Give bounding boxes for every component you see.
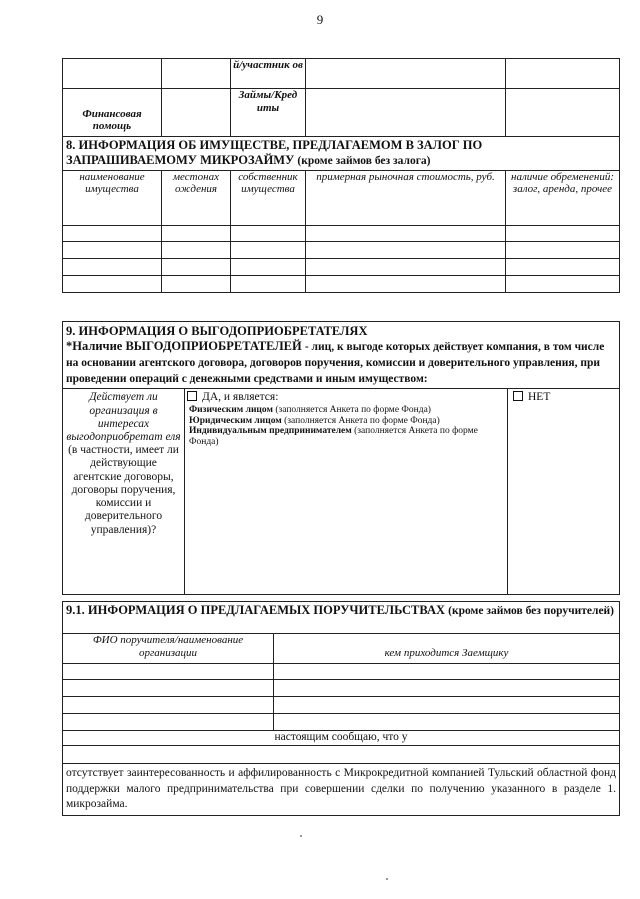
yes-label: ДА, и является:: [202, 391, 279, 404]
section-9-header: [63, 322, 620, 389]
cell: [306, 59, 506, 89]
table-row: [63, 714, 620, 731]
col-header-name: наименование имущества: [63, 170, 162, 225]
notify-line: настоящим сообщаю, что у: [63, 731, 620, 746]
col-header-encumbrances: наличие обременений: залог, аренда, прочее: [506, 170, 620, 225]
opt-individual-note: (заполняется Анкета по форме Фонда): [275, 404, 431, 415]
cell: [63, 59, 162, 89]
cell: [162, 59, 231, 89]
col-header-owner: собственник имущества: [231, 170, 306, 225]
table-row: [63, 680, 620, 697]
section-9-intro: - лиц, к выгоде которых действует компания, в том числе на основании агентского договора, договоров поручения, комиссии и доверительного управления, при проведении операций с денежными средствами и иным имуществом:: [66, 341, 605, 385]
scan-speck: [300, 835, 302, 837]
opt-individual: Физическим лицом: [189, 404, 273, 415]
section-8-title-text: 8. ИНФОРМАЦИЯ ОБ ИМУЩЕСТВЕ, ПРЕДЛАГАЕМОМ В ЗАЛОГ ПО ЗАПРАШИВАЕМОМУ МИКРОЗАЙМУ: [66, 138, 483, 167]
statement-text: отсутствует заинтересованность и аффилированность с Микрокредитной компанией Тульский областной фонд поддержки малого предпринимательства при совершении сделки по получению указанного в разделе 1. микрозайма.: [63, 764, 620, 816]
section-8-title-suffix: (кроме займов без залога): [297, 155, 431, 167]
table-row: [63, 746, 620, 764]
table-row: [63, 664, 620, 680]
cell: [306, 89, 506, 137]
beneficiary-yes-cell: [185, 389, 508, 595]
no-checkbox[interactable]: [513, 391, 523, 401]
col-header-relation: кем приходится Заемщику: [274, 634, 620, 664]
cell: [506, 89, 620, 137]
beneficiary-question: [63, 389, 185, 595]
opt-entrepreneur-note: (заполняется Анкета по форме Фонда): [189, 426, 478, 448]
section-9-1-title-suffix: (кроме займов без поручителей): [448, 605, 615, 617]
section-8-table: [62, 58, 620, 293]
opt-entrepreneur: Индивидуальным предпринимателем: [189, 426, 352, 437]
section-9-table: [62, 321, 620, 595]
section-9-intro-lead: *Наличие ВЫГОДОПРИОБРЕТАТЕЛЕЙ: [66, 339, 302, 353]
opt-legal-entity-note: (заполняется Анкета по форме Фонда): [284, 415, 440, 426]
beneficiary-no-cell: [508, 389, 620, 595]
cell: [506, 59, 620, 89]
row-label-financial-aid: Финансовая помощь: [63, 89, 162, 137]
page-number: 9: [316, 12, 324, 27]
table-row: [63, 241, 620, 258]
col-header-guarantor: ФИО поручителя/наименование организации: [63, 634, 274, 664]
no-label: НЕТ: [528, 391, 551, 404]
table-row: [63, 697, 620, 714]
opt-legal-entity: Юридическим лицом: [189, 415, 282, 426]
question-italic: Действует ли организация в интересах выгодоприобретат еля: [66, 391, 181, 444]
scan-speck: [386, 878, 388, 880]
section-9-title: 9. ИНФОРМАЦИЯ О ВЫГОДОПРИОБРЕТАТЕЛЯХ: [66, 324, 368, 338]
section-9-1-title: [63, 602, 620, 634]
row-label-loans: Займы/Кред иты: [231, 89, 306, 137]
table-row: [63, 225, 620, 241]
yes-checkbox[interactable]: [187, 391, 197, 401]
section-9-1-title-text: 9.1. ИНФОРМАЦИЯ О ПРЕДЛАГАЕМЫХ ПОРУЧИТЕЛЬСТВАХ: [66, 603, 446, 617]
cell: [162, 89, 231, 137]
question-normal: (в частности, имеет ли действующие агентские договоры, договоры поручения, комиссии и доверительного управления)?: [68, 444, 179, 536]
col-header-location: местонах ождения: [162, 170, 231, 225]
row-label-participants: й/участник ов: [231, 59, 306, 89]
table-row: [63, 275, 620, 292]
table-row: [63, 258, 620, 275]
section-8-title: [63, 137, 620, 171]
section-9-1-table: [62, 601, 620, 816]
col-header-market-value: примерная рыночная стоимость, руб.: [306, 170, 506, 225]
